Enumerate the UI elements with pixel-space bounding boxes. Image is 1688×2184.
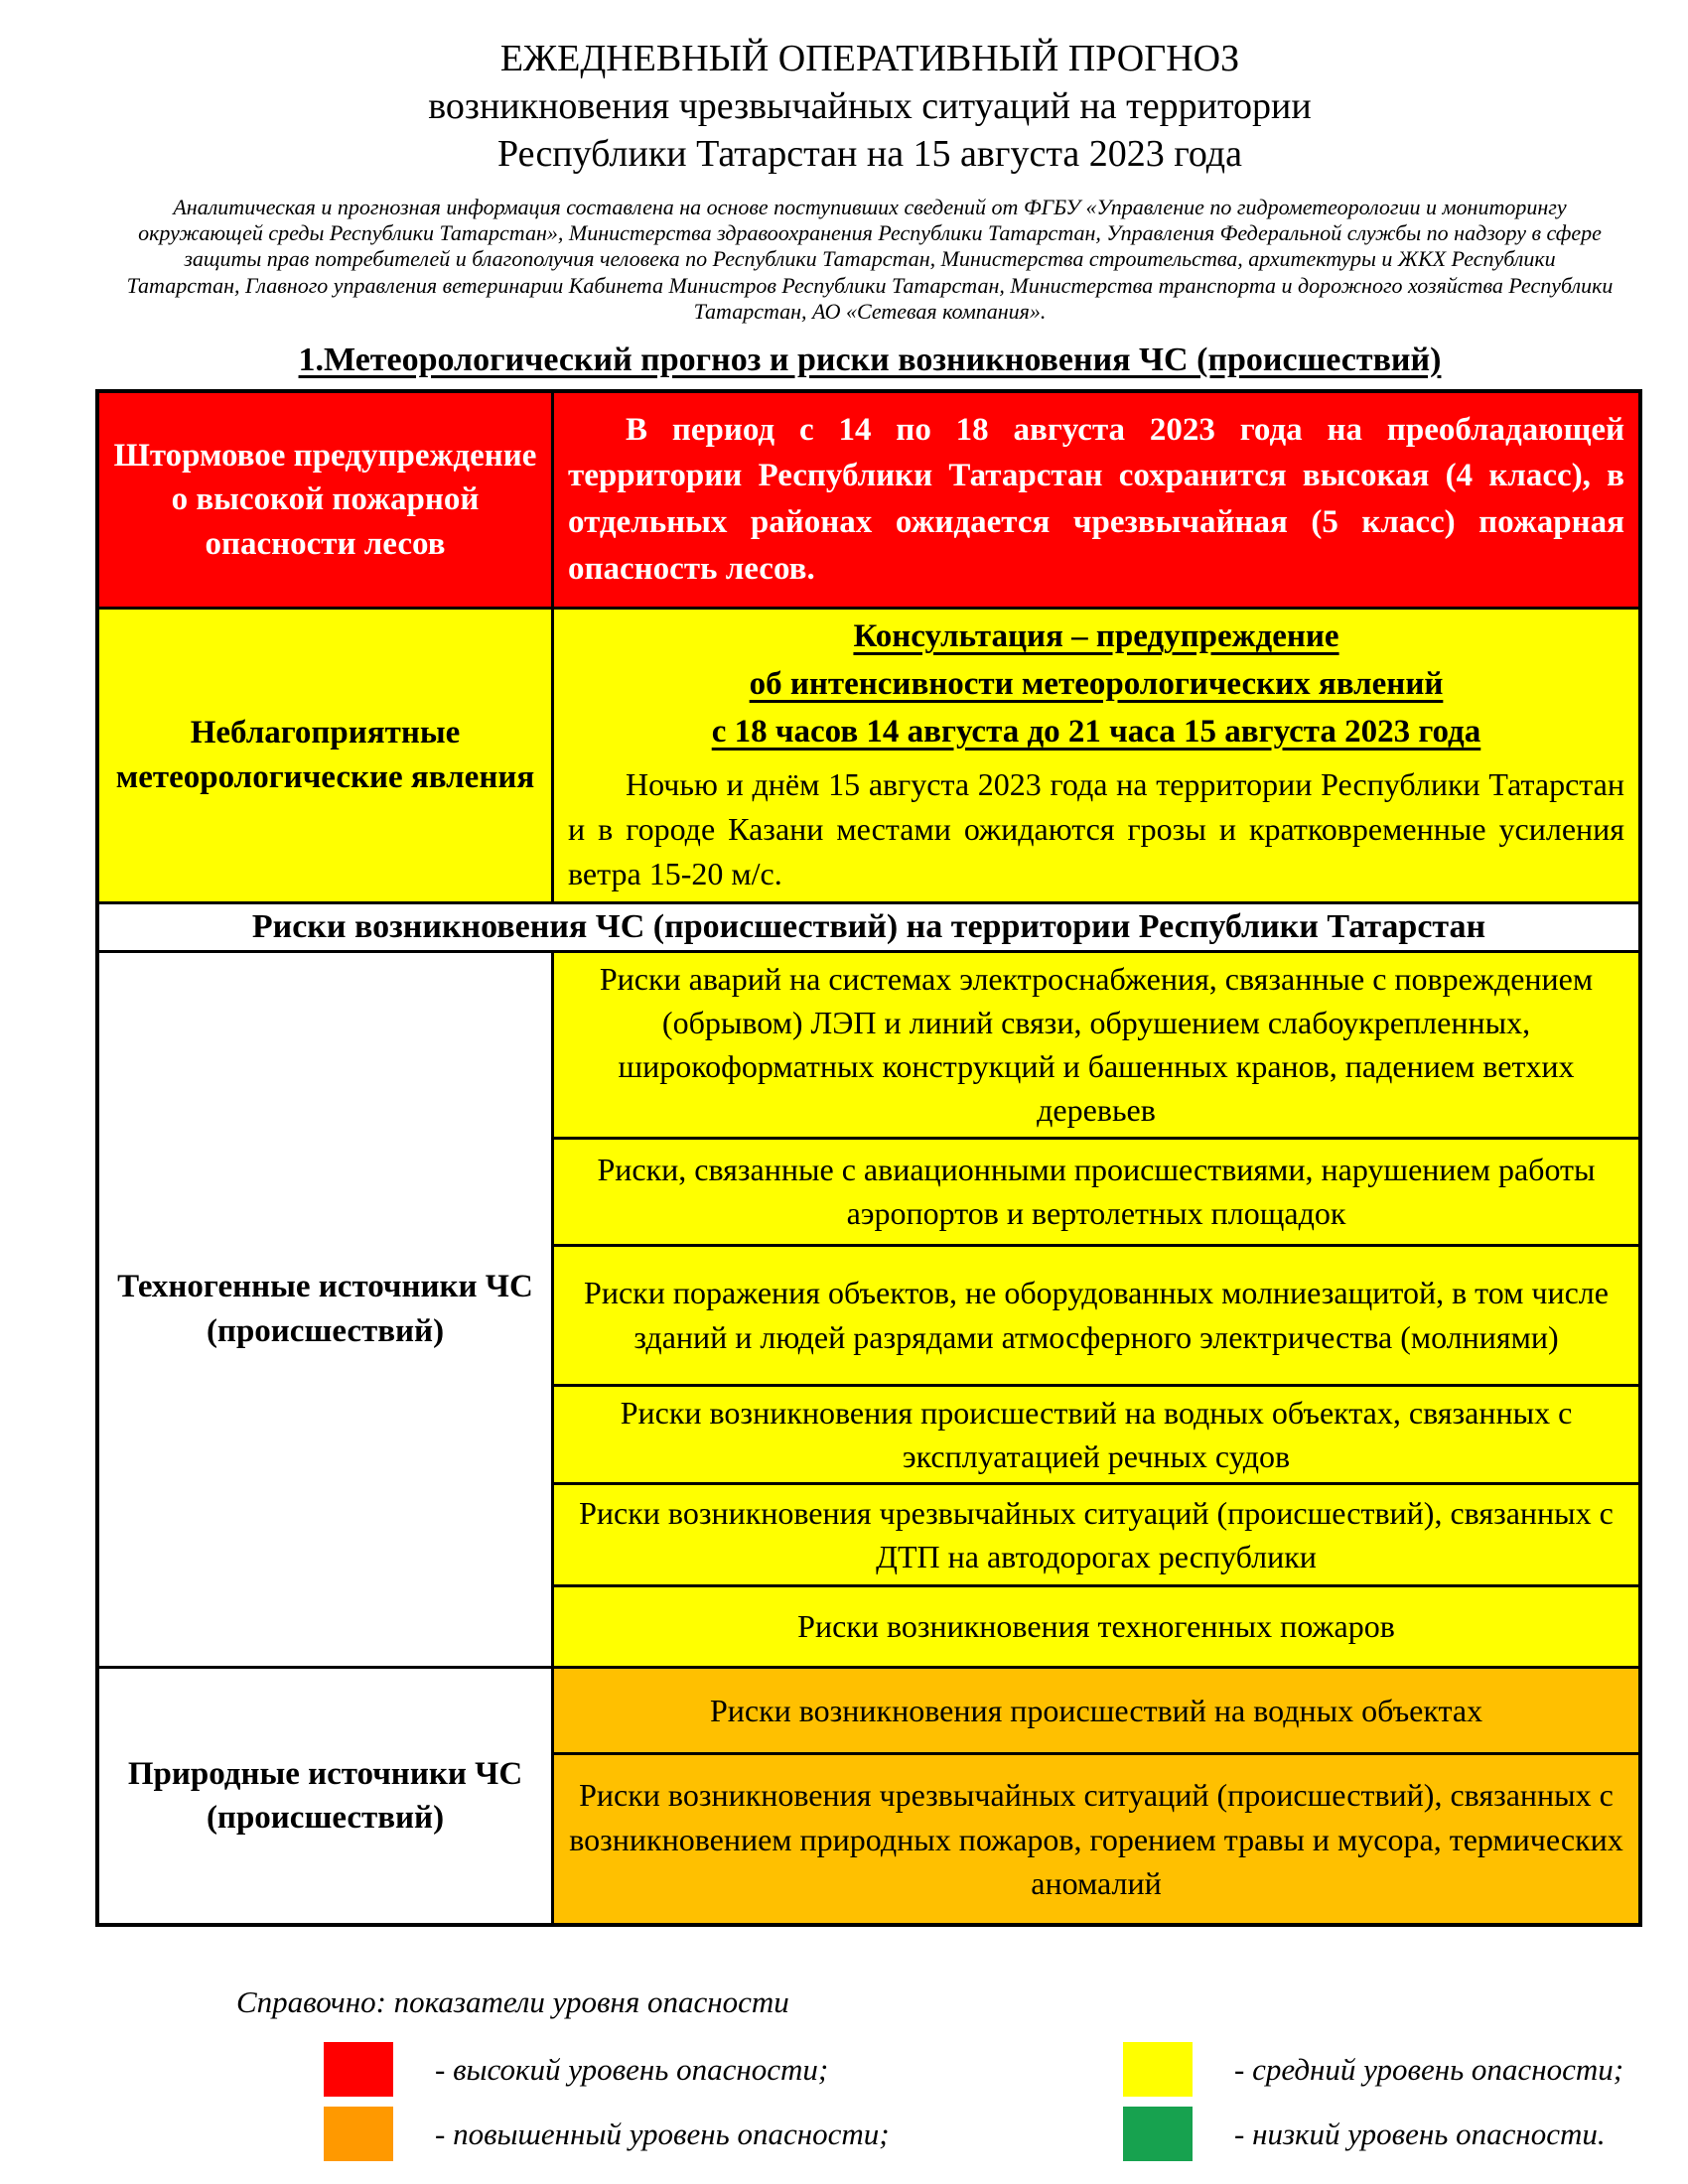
storm-warning-label-cell: Штормовое предупреждение о высокой пожарной опасности лесов	[97, 391, 553, 609]
consultation-title-1: Консультация – предупреждение	[853, 618, 1339, 655]
consultation-title-2: об интенсивности метеорологических явлений	[749, 665, 1444, 702]
technogenic-risk-1: Риски аварий на системах электроснабжения, связанные с повреждением (обрывом) ЛЭП и линий связи, обрушением слабоукрепленных, широкоформатных конструкций и башенных кранов, падением ветхих деревьев	[553, 951, 1641, 1138]
legend-label-low: - низкий уровень опасности.	[1234, 2116, 1606, 2151]
natural-risk-row	[97, 1667, 1640, 1753]
legend-label-medium: - средний уровень опасности;	[1234, 2051, 1624, 2087]
danger-level-legend	[95, 1984, 1644, 2161]
storm-warning-row	[97, 391, 1640, 609]
elevated-danger-color-swatch	[324, 2107, 393, 2161]
consultation-body: Ночью и днём 15 августа 2023 года на территории Республики Татарстан и в городе Казани местами ожидаются грозы и кратковременные усиления ветра 15-20 м/с.	[568, 765, 1624, 892]
section-heading: 1.Метеорологический прогноз и риски возникновения ЧС (происшествий)	[298, 341, 1442, 378]
risks-banner-row	[97, 902, 1640, 951]
legend-item-elevated	[324, 2107, 1123, 2161]
legend-grid	[324, 2042, 1624, 2161]
low-danger-color-swatch	[1123, 2107, 1193, 2161]
legend-item-high	[324, 2042, 1123, 2097]
title-line-1: ЕЖЕДНЕВНЫЙ ОПЕРАТИВНЫЙ ПРОГНОЗ	[499, 38, 1240, 79]
natural-label-cell: Природные источники ЧС (происшествий)	[97, 1667, 553, 1925]
adverse-weather-row	[97, 609, 1640, 903]
natural-risk-2: Риски возникновения чрезвычайных ситуаций (происшествий), связанных с возникновением природных пожаров, горением травы и мусора, термических аномалий	[553, 1753, 1641, 1925]
page-title	[95, 36, 1644, 179]
forecast-table	[95, 389, 1642, 1928]
storm-warning-text-cell: В период с 14 по 18 августа 2023 года на преобладающей территории Республики Татарстан сохранится высокая (4 класс), в отдельных районах ожидается чрезвычайная (5 класс) пожарная опасность лесов.	[553, 391, 1641, 609]
title-line-3: Республики Татарстан на 15 августа 2023 года	[497, 132, 1242, 175]
source-note: Аналитическая и прогнозная информация составлена на основе поступивших сведений от ФГБУ «Управление по гидрометеорологии и мониторингу окружающей среды Республики Татарстан», Министерства здравоохранения Республики Татарстан, Управления Федеральной службы по надзору в сфере защиты прав потребителей и благополучия человека по Республики Татарстан, Министерства строительства, архитектуры и ЖКХ Республики Татарстан, Главного управления ветеринарии Кабинета Министров Республики Татарстан, Министерства транспорта и дорожного хозяйства Республики Татарстан, АО «Сетевая компания».	[126, 194, 1614, 325]
technogenic-label-cell: Техногенные источники ЧС (происшествий)	[97, 951, 553, 1667]
risks-banner-cell: Риски возникновения ЧС (происшествий) на территории Республики Татарстан	[97, 902, 1640, 951]
legend-title: Справочно: показатели уровня опасности	[236, 1984, 789, 2020]
technogenic-risk-6: Риски возникновения техногенных пожаров	[553, 1585, 1641, 1667]
adverse-weather-label-cell: Неблагоприятные метеорологические явления	[97, 609, 553, 903]
legend-item-medium	[1123, 2042, 1623, 2097]
legend-label-high: - высокий уровень опасности;	[435, 2051, 829, 2087]
technogenic-risk-5: Риски возникновения чрезвычайных ситуаций (происшествий), связанных с ДТП на автодорогах республики	[553, 1483, 1641, 1585]
legend-item-low	[1123, 2107, 1623, 2161]
document-page	[95, 0, 1644, 2161]
natural-risk-1: Риски возникновения происшествий на водных объектах	[553, 1667, 1641, 1753]
adverse-weather-text-cell	[553, 609, 1641, 903]
high-danger-color-swatch	[324, 2042, 393, 2097]
technogenic-risk-2: Риски, связанные с авиационными происшествиями, нарушением работы аэропортов и вертолетных площадок	[553, 1138, 1641, 1245]
technogenic-risk-row	[97, 951, 1640, 1138]
technogenic-risk-3: Риски поражения объектов, не оборудованных молниезащитой, в том числе зданий и людей разрядами атмосферного электричества (молниями)	[553, 1245, 1641, 1385]
medium-danger-color-swatch	[1123, 2042, 1193, 2097]
title-line-2: возникновения чрезвычайных ситуаций на территории	[428, 84, 1312, 127]
legend-label-elevated: - повышенный уровень опасности;	[435, 2116, 890, 2151]
technogenic-risk-4: Риски возникновения происшествий на водных объектах, связанных с эксплуатацией речных судов	[553, 1385, 1641, 1483]
consultation-title-3: с 18 часов 14 августа до 21 часа 15 августа 2023 года	[711, 713, 1481, 750]
